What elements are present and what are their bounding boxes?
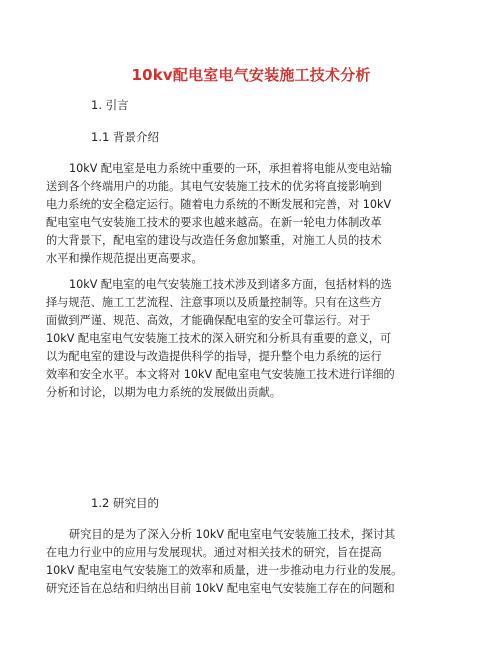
- paragraph-line: 面做到严谨、规范、高效，才能确保配电室的安全可靠运行。对于: [46, 314, 371, 327]
- paragraph-background-1: [46, 160, 456, 268]
- paragraph-line: 配电室电气安装施工技术的要求也越来越高。在新一轮电力体制改革: [46, 216, 382, 229]
- paragraph-line: 的大背景下，配电室的建设与改造任务愈加繁重，对施工人员的技术: [46, 234, 382, 247]
- paragraph-purpose-1: [46, 526, 456, 598]
- paragraph-background-2: [46, 276, 456, 402]
- paragraph-line: 送到各个终端用户的功能。其电气安装施工技术的优劣将直接影响到: [46, 180, 382, 193]
- paragraph-line: 以为配电室的建设与改造提供科学的指导，提升整个电力系统的运行: [46, 350, 382, 363]
- paragraph-line: 电力系统的安全稳定运行。随着电力系统的不断发展和完善，对 10kV: [46, 198, 392, 211]
- document-title: 10kv配电室电气安装施工技术分析: [131, 66, 371, 84]
- section-heading-purpose: 1.2 研究目的: [91, 496, 159, 510]
- paragraph-line: 效率和安全水平。本文将对 10kV 配电室电气安装施工技术进行详细的: [46, 368, 395, 381]
- section-heading-intro: 1. 引言: [91, 98, 129, 112]
- section-heading-background: 1.1 背景介绍: [91, 130, 159, 144]
- paragraph-line: 10kV 配电室是电力系统中重要的一环，承担着将电能从变电站输: [69, 162, 392, 175]
- paragraph-line: 10kV 配电室电气安装施工技术的深入研究和分析具有重要的意义，可: [46, 332, 392, 345]
- paragraph-line: 研究还旨在总结和归纳出目前 10kV 配电室电气安装施工存在的问题和: [46, 582, 395, 595]
- paragraph-line: 10kV 配电室的电气安装施工技术涉及到诸多方面，包括材料的选: [69, 278, 392, 291]
- paragraph-line: 10kV 配电室电气安装施工的效率和质量，进一步推动电力行业的发展。: [46, 564, 403, 577]
- paragraph-line: 水平和操作规范提出更高要求。: [46, 252, 203, 265]
- paragraph-line: 择与规范、施工工艺流程、注意事项以及质量控制等。只有在这些方: [46, 296, 382, 309]
- paragraph-line: 分析和讨论，以期为电力系统的发展做出贡献。: [46, 386, 281, 399]
- paragraph-line: 在电力行业中的应用与发展现状。通过对相关技术的研究，旨在提高: [46, 546, 382, 559]
- paragraph-line: 研究目的是为了深入分析 10kV 配电室电气安装施工技术，探讨其: [69, 528, 396, 541]
